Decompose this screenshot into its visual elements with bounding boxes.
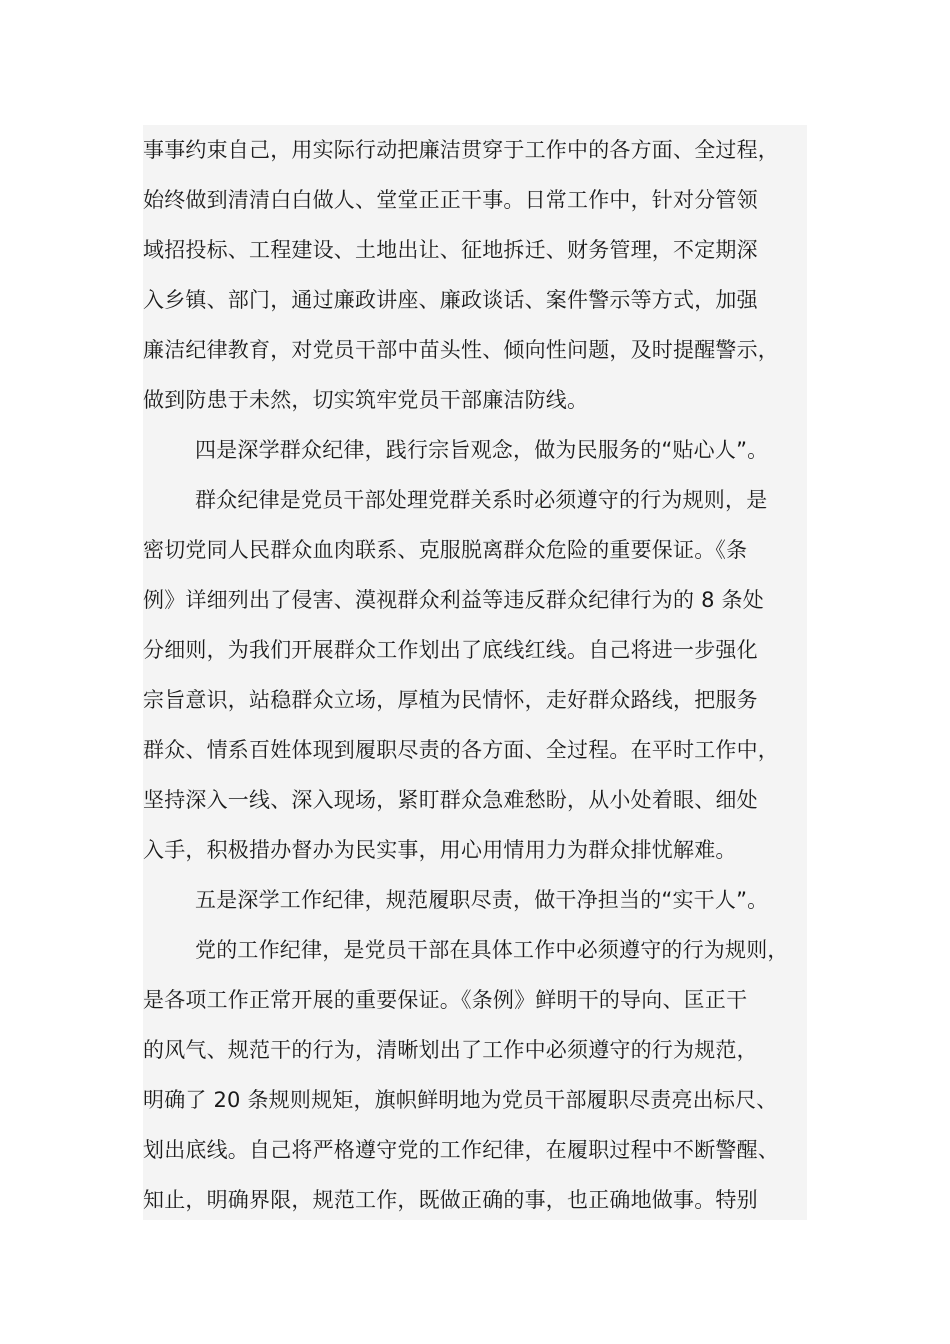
section-heading: 四是深学群众纪律，践行宗旨观念，做为民服务的“贴心人”。 bbox=[195, 438, 769, 462]
text-line: 划出底线。自己将严格遵守党的工作纪律，在履职过程中不断警醒、 bbox=[143, 1138, 779, 1162]
text-line: 分细则，为我们开展群众工作划出了底线红线。自己将进一步强化 bbox=[143, 638, 758, 662]
text-line: 群众、情系百姓体现到履职尽责的各方面、全过程。在平时工作中， bbox=[143, 738, 779, 762]
text-line: 宗旨意识，站稳群众立场，厚植为民情怀，走好群众路线，把服务 bbox=[143, 688, 758, 712]
text-line: 的风气、规范干的行为，清晰划出了工作中必须遵守的行为规范， bbox=[143, 1038, 758, 1062]
text-line: 是各项工作正常开展的重要保证。《条例》鲜明干的导向、匡正干 bbox=[143, 988, 748, 1012]
text-line: 知止，明确界限，规范工作，既做正确的事，也正确地做事。特别 bbox=[143, 1188, 758, 1212]
section-heading: 五是深学工作纪律，规范履职尽责，做干净担当的“实干人”。 bbox=[195, 888, 769, 912]
paragraph-first-line: 党的工作纪律，是党员干部在具体工作中必须遵守的行为规则， bbox=[195, 938, 789, 962]
text-line: 域招投标、工程建设、土地出让、征地拆迁、财务管理，不定期深 bbox=[143, 238, 758, 262]
text-line: 入乡镇、部门，通过廉政讲座、廉政谈话、案件警示等方式，加强 bbox=[143, 288, 758, 312]
text-line: 廉洁纪律教育，对党员干部中苗头性、倾向性问题，及时提醒警示， bbox=[143, 338, 779, 362]
paragraph-first-line: 群众纪律是党员干部处理党群关系时必须遵守的行为规则，是 bbox=[195, 488, 768, 512]
text-line: 做到防患于未然，切实筑牢党员干部廉洁防线。 bbox=[143, 388, 589, 412]
text-line: 例》详细列出了侵害、漠视群众利益等违反群众纪律行为的 8 条处 bbox=[143, 588, 764, 612]
text-line: 入手，积极措办督办为民实事，用心用情用力为群众排忧解难。 bbox=[143, 838, 737, 862]
text-line: 事事约束自己，用实际行动把廉洁贯穿于工作中的各方面、全过程， bbox=[143, 138, 779, 162]
text-line: 密切党同人民群众血肉联系、克服脱离群众危险的重要保证。《条 bbox=[143, 538, 748, 562]
text-line: 明确了 20 条规则规矩，旗帜鲜明地为党员干部履职尽责亮出标尺、 bbox=[143, 1088, 778, 1112]
text-line: 坚持深入一线、深入现场，紧盯群众急难愁盼，从小处着眼、细处 bbox=[143, 788, 758, 812]
text-line: 始终做到清清白白做人、堂堂正正干事。日常工作中，针对分管领 bbox=[143, 188, 758, 212]
